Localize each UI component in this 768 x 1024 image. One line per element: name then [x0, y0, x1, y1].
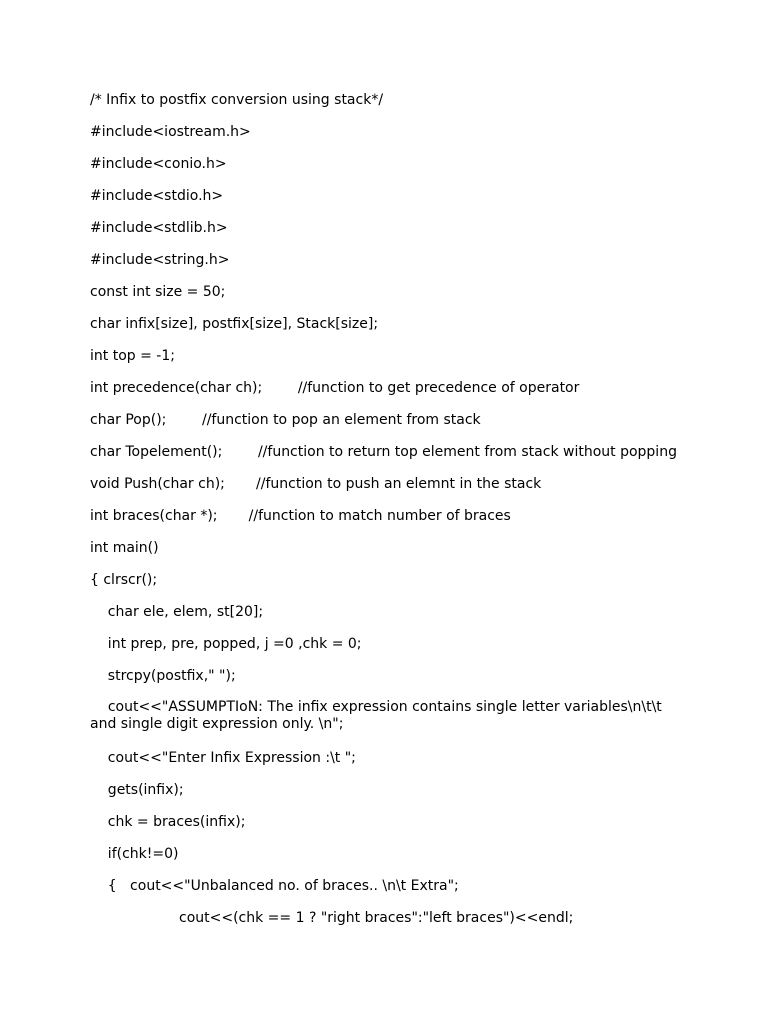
code-line: chk = braces(infix); — [90, 814, 246, 830]
code-line: strcpy(postfix," "); — [90, 668, 236, 684]
code-line: { cout<<"Unbalanced no. of braces.. \n\t Extra"; — [90, 878, 459, 894]
code-line: void Push(char ch); //function to push an elemnt in the stack — [90, 476, 542, 492]
code-line: cout<<"ASSUMPTIoN: The infix expression contains single letter variables\n\t\t and single digit expression only. \n"; — [90, 699, 667, 732]
code-line: gets(infix); — [90, 782, 184, 798]
code-line: if(chk!=0) — [90, 846, 179, 862]
code-line: char Topelement(); //function to return top element from stack without popping — [90, 444, 677, 460]
code-line: cout<<"Enter Infix Expression :\t "; — [90, 750, 356, 766]
comment-line: /* Infix to postfix conversion using stack*/ — [90, 92, 384, 108]
code-line: int main() — [90, 540, 159, 556]
code-line: int braces(char *); //function to match number of braces — [90, 508, 511, 524]
code-line: int top = -1; — [90, 348, 175, 364]
code-line: char infix[size], postfix[size], Stack[size]; — [90, 316, 379, 332]
include-line: #include<stdlib.h> — [90, 220, 228, 236]
code-line: char Pop(); //function to pop an element from stack — [90, 412, 481, 428]
code-line: int precedence(char ch); //function to get precedence of operator — [90, 380, 580, 396]
include-line: #include<iostream.h> — [90, 124, 251, 140]
code-line: char ele, elem, st[20]; — [90, 604, 264, 620]
code-line: { clrscr(); — [90, 572, 158, 588]
code-line: cout<<(chk == 1 ? "right braces":"left braces")<<endl; — [90, 910, 574, 926]
include-line: #include<stdio.h> — [90, 188, 224, 204]
code-line: const int size = 50; — [90, 284, 226, 300]
include-line: #include<conio.h> — [90, 156, 227, 172]
code-listing — [90, 91, 690, 941]
code-line: int prep, pre, popped, j =0 ,chk = 0; — [90, 636, 362, 652]
include-line: #include<string.h> — [90, 252, 230, 268]
